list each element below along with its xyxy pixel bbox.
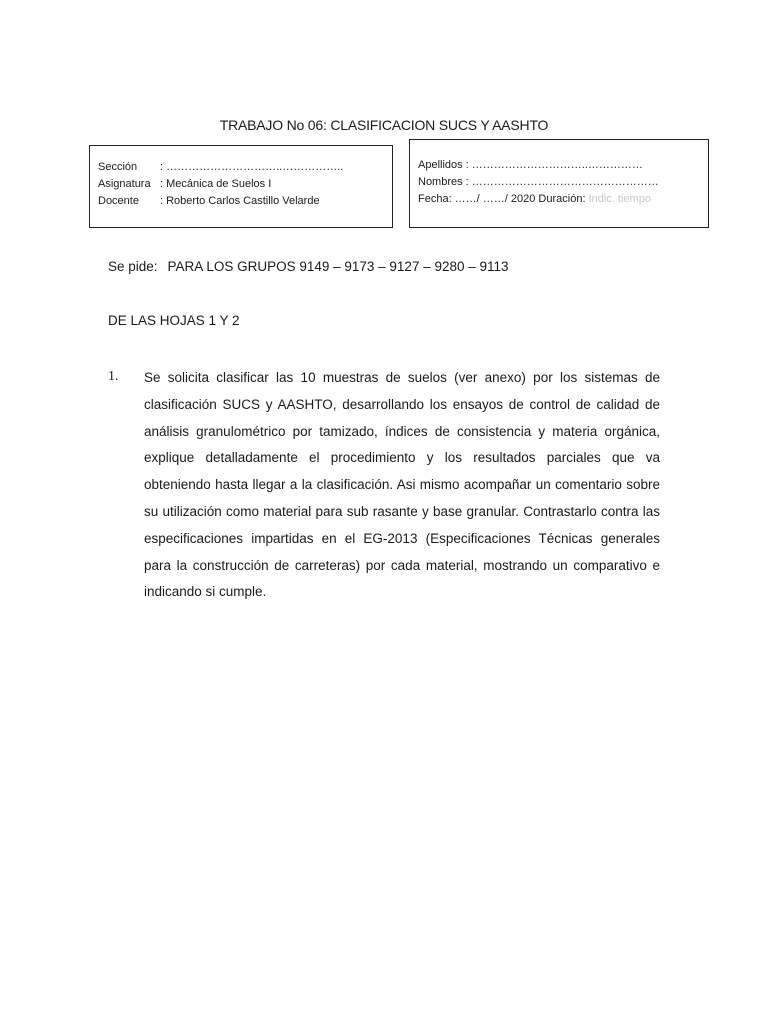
se-pide-value: PARA LOS GRUPOS 9149 – 9173 – 9127 – 9280 – 9113 xyxy=(167,259,509,274)
asignatura-value: : Mecánica de Suelos I xyxy=(160,178,272,190)
item-number: 1. xyxy=(108,369,119,384)
fecha-text: Fecha: ……/ ……/ 2020 Duración: xyxy=(418,193,586,205)
duracion-hint: Indic. tiempo xyxy=(588,193,651,205)
docente-value: : Roberto Carlos Castillo Velarde xyxy=(160,195,320,207)
hojas-heading: DE LAS HOJAS 1 Y 2 xyxy=(108,313,240,328)
se-pide-line xyxy=(108,259,509,274)
course-info-box xyxy=(89,145,393,228)
docente-row xyxy=(98,193,392,210)
seccion-row xyxy=(98,159,392,176)
nombres-row: Nombres : …………………………………………… xyxy=(418,176,659,188)
docente-label: Docente xyxy=(98,195,139,207)
apellidos-row: Apellidos : …………………………..…………… xyxy=(418,159,643,171)
seccion-label: Sección xyxy=(98,161,138,173)
asignatura-label: Asignatura xyxy=(98,178,151,190)
seccion-value: : …………………………..…………….. xyxy=(160,161,344,173)
item-text: Se solicita clasificar las 10 muestras de suelos (ver anexo) por los sistemas de clasificación SUCS y AASHTO, desarrollando los ensayos de control de calidad de análisis granulométrico por tamizado, índices de consistencia y materia orgánica, explique detalladamente el procedimiento y los resultados parciales que va obteniendo hasta llegar a la clasificación. Asi mismo acompañar un comentario sobre su utilización como material para sub rasante y base granular. Contrastarlo contra las especificaciones impartidas en el EG-2013 (Especificaciones Técnicas generales para la construcción de carreteras) por cada material, mostrando un comparativo e indicando si cumple. xyxy=(144,370,660,600)
page-title: TRABAJO No 06: CLASIFICACION SUCS Y AASHTO xyxy=(219,117,549,133)
student-info-box xyxy=(409,139,709,228)
se-pide-label: Se pide: xyxy=(108,259,158,274)
fecha-row xyxy=(418,191,708,208)
asignatura-row xyxy=(98,176,392,193)
